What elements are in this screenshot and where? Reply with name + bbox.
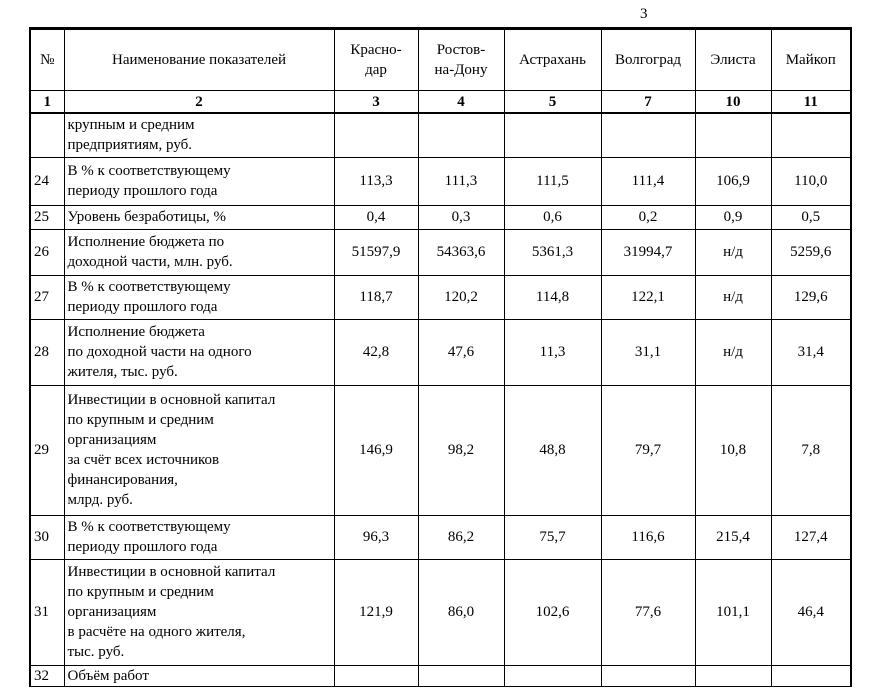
row-number: 30: [30, 515, 64, 559]
value-cell: 98,2: [418, 385, 504, 515]
value-cell: 114,8: [504, 275, 601, 319]
table-row: [30, 319, 851, 385]
value-cell: 113,3: [334, 157, 418, 205]
row-number: 25: [30, 205, 64, 229]
indicator-name: Уровень безработицы, %: [64, 205, 334, 229]
column-number-cell: 7: [601, 91, 695, 114]
value-cell: [334, 665, 418, 686]
column-number-cell: 11: [771, 91, 851, 114]
value-cell: 75,7: [504, 515, 601, 559]
value-cell: 116,6: [601, 515, 695, 559]
value-cell: 46,4: [771, 559, 851, 665]
value-cell: 106,9: [695, 157, 771, 205]
value-cell: 5259,6: [771, 229, 851, 275]
table-row: [30, 665, 851, 686]
header-city-6: Элиста: [695, 29, 771, 91]
column-number-cell: 4: [418, 91, 504, 114]
row-number: 27: [30, 275, 64, 319]
value-cell: 0,9: [695, 205, 771, 229]
table-row: [30, 515, 851, 559]
header-indicator-name: Наименование показателей: [64, 29, 334, 91]
row-number: 32: [30, 665, 64, 686]
value-cell: н/д: [695, 275, 771, 319]
indicators-table: [29, 27, 852, 687]
indicator-name: крупным и средним предприятиям, руб.: [64, 113, 334, 157]
value-cell: 111,4: [601, 157, 695, 205]
value-cell: 48,8: [504, 385, 601, 515]
value-cell: 111,5: [504, 157, 601, 205]
row-number: 28: [30, 319, 64, 385]
value-cell: 42,8: [334, 319, 418, 385]
value-cell: 0,4: [334, 205, 418, 229]
value-cell: 51597,9: [334, 229, 418, 275]
value-cell: 31,4: [771, 319, 851, 385]
table-row: [30, 205, 851, 229]
value-cell: 146,9: [334, 385, 418, 515]
value-cell: 121,9: [334, 559, 418, 665]
value-cell: [695, 113, 771, 157]
column-number-cell: 5: [504, 91, 601, 114]
indicator-name: В % к соответствующему периоду прошлого года: [64, 515, 334, 559]
indicator-name: В % к соответствующему периоду прошлого года: [64, 275, 334, 319]
value-cell: 7,8: [771, 385, 851, 515]
value-cell: [695, 665, 771, 686]
row-number: 29: [30, 385, 64, 515]
value-cell: [601, 113, 695, 157]
column-number-row: [30, 91, 851, 114]
table-row: [30, 113, 851, 157]
value-cell: 118,7: [334, 275, 418, 319]
table-row: [30, 157, 851, 205]
indicator-name: Исполнение бюджета по доходной части, млн. руб.: [64, 229, 334, 275]
value-cell: 101,1: [695, 559, 771, 665]
row-number: 31: [30, 559, 64, 665]
value-cell: н/д: [695, 319, 771, 385]
value-cell: 96,3: [334, 515, 418, 559]
value-cell: 31994,7: [601, 229, 695, 275]
table-row: [30, 275, 851, 319]
value-cell: 31,1: [601, 319, 695, 385]
indicator-name: Исполнение бюджета по доходной части на одного жителя, тыс. руб.: [64, 319, 334, 385]
value-cell: 0,5: [771, 205, 851, 229]
page-number: 3: [640, 6, 648, 22]
value-cell: [504, 113, 601, 157]
value-cell: 122,1: [601, 275, 695, 319]
column-number-cell: 2: [64, 91, 334, 114]
row-number: 24: [30, 157, 64, 205]
value-cell: 10,8: [695, 385, 771, 515]
row-number: [30, 113, 64, 157]
row-number: 26: [30, 229, 64, 275]
value-cell: 11,3: [504, 319, 601, 385]
header-city-5: Волгоград: [601, 29, 695, 91]
column-number-cell: 10: [695, 91, 771, 114]
value-cell: 0,6: [504, 205, 601, 229]
value-cell: [504, 665, 601, 686]
value-cell: 5361,3: [504, 229, 601, 275]
table-body: [30, 113, 851, 686]
value-cell: 120,2: [418, 275, 504, 319]
header-city-4: Астрахань: [504, 29, 601, 91]
header-row: [30, 29, 851, 91]
value-cell: 47,6: [418, 319, 504, 385]
header-city-2: Красно- дар: [334, 29, 418, 91]
value-cell: [334, 113, 418, 157]
indicator-name: Инвестиции в основной капитал по крупным и средним организациям в расчёте на одного жителя, тыс. руб.: [64, 559, 334, 665]
value-cell: 86,2: [418, 515, 504, 559]
value-cell: 111,3: [418, 157, 504, 205]
indicator-name: В % к соответствующему периоду прошлого года: [64, 157, 334, 205]
value-cell: 77,6: [601, 559, 695, 665]
header-city-7: Майкоп: [771, 29, 851, 91]
value-cell: [771, 665, 851, 686]
table-row: [30, 229, 851, 275]
value-cell: 215,4: [695, 515, 771, 559]
value-cell: 54363,6: [418, 229, 504, 275]
value-cell: 129,6: [771, 275, 851, 319]
value-cell: 0,2: [601, 205, 695, 229]
value-cell: [601, 665, 695, 686]
value-cell: [418, 665, 504, 686]
table-row: [30, 559, 851, 665]
value-cell: [418, 113, 504, 157]
value-cell: 102,6: [504, 559, 601, 665]
value-cell: [771, 113, 851, 157]
value-cell: н/д: [695, 229, 771, 275]
column-number-cell: 1: [30, 91, 64, 114]
header-city-3: Ростов- на-Дону: [418, 29, 504, 91]
value-cell: 110,0: [771, 157, 851, 205]
value-cell: 79,7: [601, 385, 695, 515]
value-cell: 86,0: [418, 559, 504, 665]
indicator-name: Объём работ: [64, 665, 334, 686]
value-cell: 127,4: [771, 515, 851, 559]
column-number-cell: 3: [334, 91, 418, 114]
indicator-name: Инвестиции в основной капитал по крупным и средним организациям за счёт всех источников финансирования, млрд. руб.: [64, 385, 334, 515]
table-row: [30, 385, 851, 515]
value-cell: 0,3: [418, 205, 504, 229]
header-number: №: [30, 29, 64, 91]
